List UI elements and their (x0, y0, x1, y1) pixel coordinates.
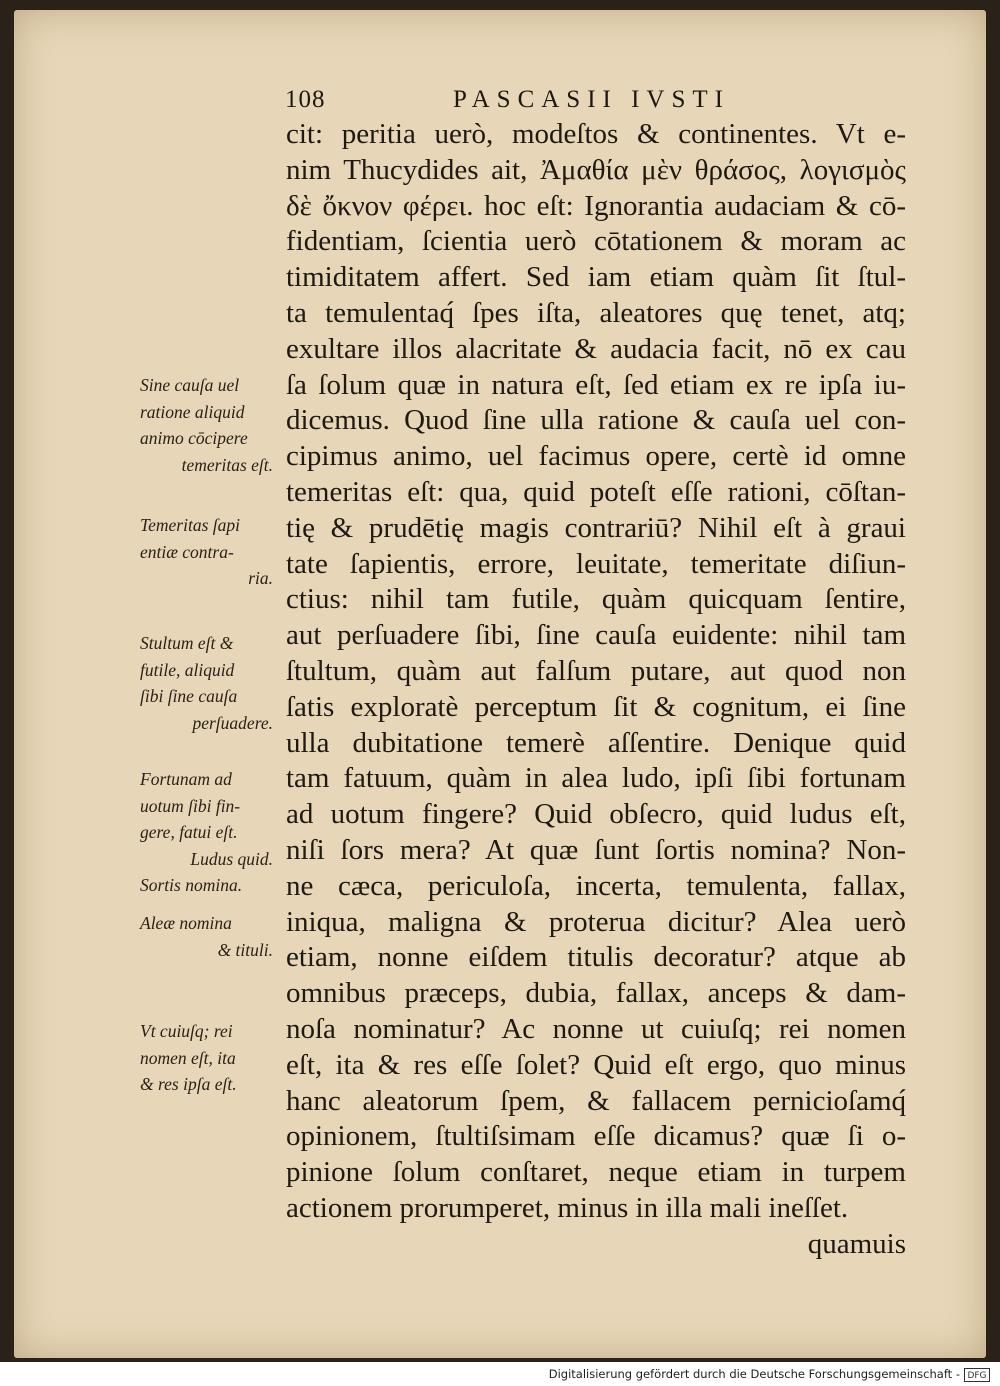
text-line: ne cæca, periculoſa, incerta, temulenta, fallax, (286, 869, 906, 902)
marginal-note-line: futile, aliquid (140, 659, 235, 680)
marginal-note-line: Sortis nomina. (140, 875, 243, 895)
dfg-logo: DFG (964, 1368, 990, 1382)
text-line: ſatis exploratè perceptum ſit & cognitum, ei ſine (286, 690, 906, 723)
text-line: ta temulentaq́ ſpes iſta, aleatores quę tenet, atq; (286, 296, 906, 329)
main-text-block (286, 117, 906, 1263)
marginal-note (140, 766, 273, 899)
marginal-note-line: Stultum eſt & (140, 633, 234, 653)
text-line: tam fatuum, quàm in alea ludo, ipſi ſibi fortunam (286, 762, 906, 795)
text-line: fidentiam, ſcientia uerò cōtationem & moram ac (286, 225, 906, 258)
text-line: opinionem, ſtultiſsimam eſſe dicamus? quæ ſi o- (286, 1120, 906, 1153)
marginal-note-line: ſibi ſine cauſa (140, 686, 238, 706)
text-line: cipimus animo, uel facimus opere, certè id omne (286, 440, 906, 473)
marginal-note-line: Temeritas ſapi (140, 515, 240, 535)
marginal-note-line: entiæ contra- (140, 541, 234, 562)
text-line: cit: peritia uerò, modeſtos & continentes. Vt e- (286, 118, 906, 150)
marginal-note-line: & tituli. (217, 939, 273, 960)
marginal-note-line: Fortunam ad (140, 769, 232, 789)
marginal-note-line: animo cōcipere (140, 428, 248, 448)
text-line: eſt, ita & res eſſe ſolet? Quid eſt ergo, quo minus (286, 1048, 906, 1081)
text-line: hanc aleatorum ſpem, & fallacem pernicioſamq́ (286, 1084, 906, 1117)
text-line: noſa nominatur? Ac nonne ut cuiuſq; rei nomen (286, 1012, 906, 1045)
marginal-note-line: Ludus quid. (190, 848, 273, 869)
marginal-note-line: perſuadere. (192, 712, 273, 733)
marginal-note (140, 512, 273, 592)
marginal-note (140, 630, 273, 736)
marginal-note (140, 372, 273, 478)
text-line: tię & prudētię magis contrariū? Nihil eſt à graui (286, 511, 906, 544)
funding-notice: Digitalisierung gefördert durch die Deutsche Forschungsgemeinschaft - (548, 1367, 960, 1381)
text-line: ſa ſolum quæ in natura eſt, ſed etiam ex re ipſa iu- (286, 368, 906, 401)
footer-bar (0, 1364, 1000, 1386)
text-line: ſtultum, quàm aut falſum putare, aut quod non (286, 654, 906, 687)
marginal-note-line: nomen eſt, ita (140, 1047, 236, 1068)
text-line: nim Thucydides ait, Ἀμαθία μὲν θράσος, λογισμὸς (286, 153, 906, 186)
marginal-note-line: Aleæ nomina (140, 913, 232, 933)
text-line: tate ſapientis, errore, leuitate, temeritate diſiun- (286, 547, 906, 580)
text-line: ad uotum fingere? Quid obſecro, quid ludus eſt, (286, 798, 906, 831)
catchword: quamuis (807, 1227, 906, 1260)
marginal-note-line: Sine cauſa uel (140, 375, 240, 395)
marginal-note (140, 1018, 273, 1098)
text-line: δὲ ὄκνον φέρει. hoc eſt: Ignorantia audaciam & cō- (286, 189, 906, 222)
text-line: etiam, nonne eiſdem titulis decoratur? atque ab (286, 941, 906, 974)
text-line: actionem prorumperet, minus in illa mali ineſſet. (286, 1191, 849, 1224)
text-line: ctius: nihil tam futile, quàm quicquam ſentire, (286, 583, 906, 616)
text-line: niſi ſors mera? At quæ ſunt ſortis nomina? Non- (286, 833, 906, 866)
marginal-note-line: uotum ſibi fin- (140, 795, 241, 816)
text-line: temeritas eſt: qua, quid poteſt eſſe rationi, cōſtan- (286, 475, 906, 508)
text-line: ulla dubitatione temerè aſſentire. Denique quid (286, 726, 906, 759)
text-line: exultare illos alacritate & audacia facit, nō ex cau (286, 332, 906, 365)
marginal-note-line: temeritas eſt. (181, 454, 273, 475)
marginal-note-line: & res ipſa eſt. (140, 1074, 237, 1094)
marginal-note-line: ratione aliquid (140, 401, 245, 422)
marginal-note-line: ria. (248, 568, 273, 588)
text-line: iniqua, maligna & proterua dicitur? Alea uerò (286, 905, 906, 938)
text-line: dicemus. Quod ſine ulla ratione & cauſa uel con- (286, 404, 906, 437)
marginal-note-line: gere, fatui eſt. (140, 822, 238, 842)
page-header (285, 86, 905, 116)
marginal-note-line: Vt cuiuſq; rei (140, 1021, 233, 1041)
marginal-note (140, 910, 273, 963)
text-line: timiditatem affert. Sed iam etiam quàm ſit ſtul- (286, 261, 906, 294)
page-number: 108 (285, 86, 326, 113)
text-line: omnibus præceps, dubia, fallax, anceps & dam- (286, 977, 906, 1010)
text-line: pinione ſolum conſtaret, neque etiam in turpem (286, 1156, 906, 1189)
text-line: aut perſuadere ſibi, ſine cauſa euidente: nihil tam (286, 619, 906, 652)
running-head: PASCASII IVSTI (453, 86, 730, 113)
